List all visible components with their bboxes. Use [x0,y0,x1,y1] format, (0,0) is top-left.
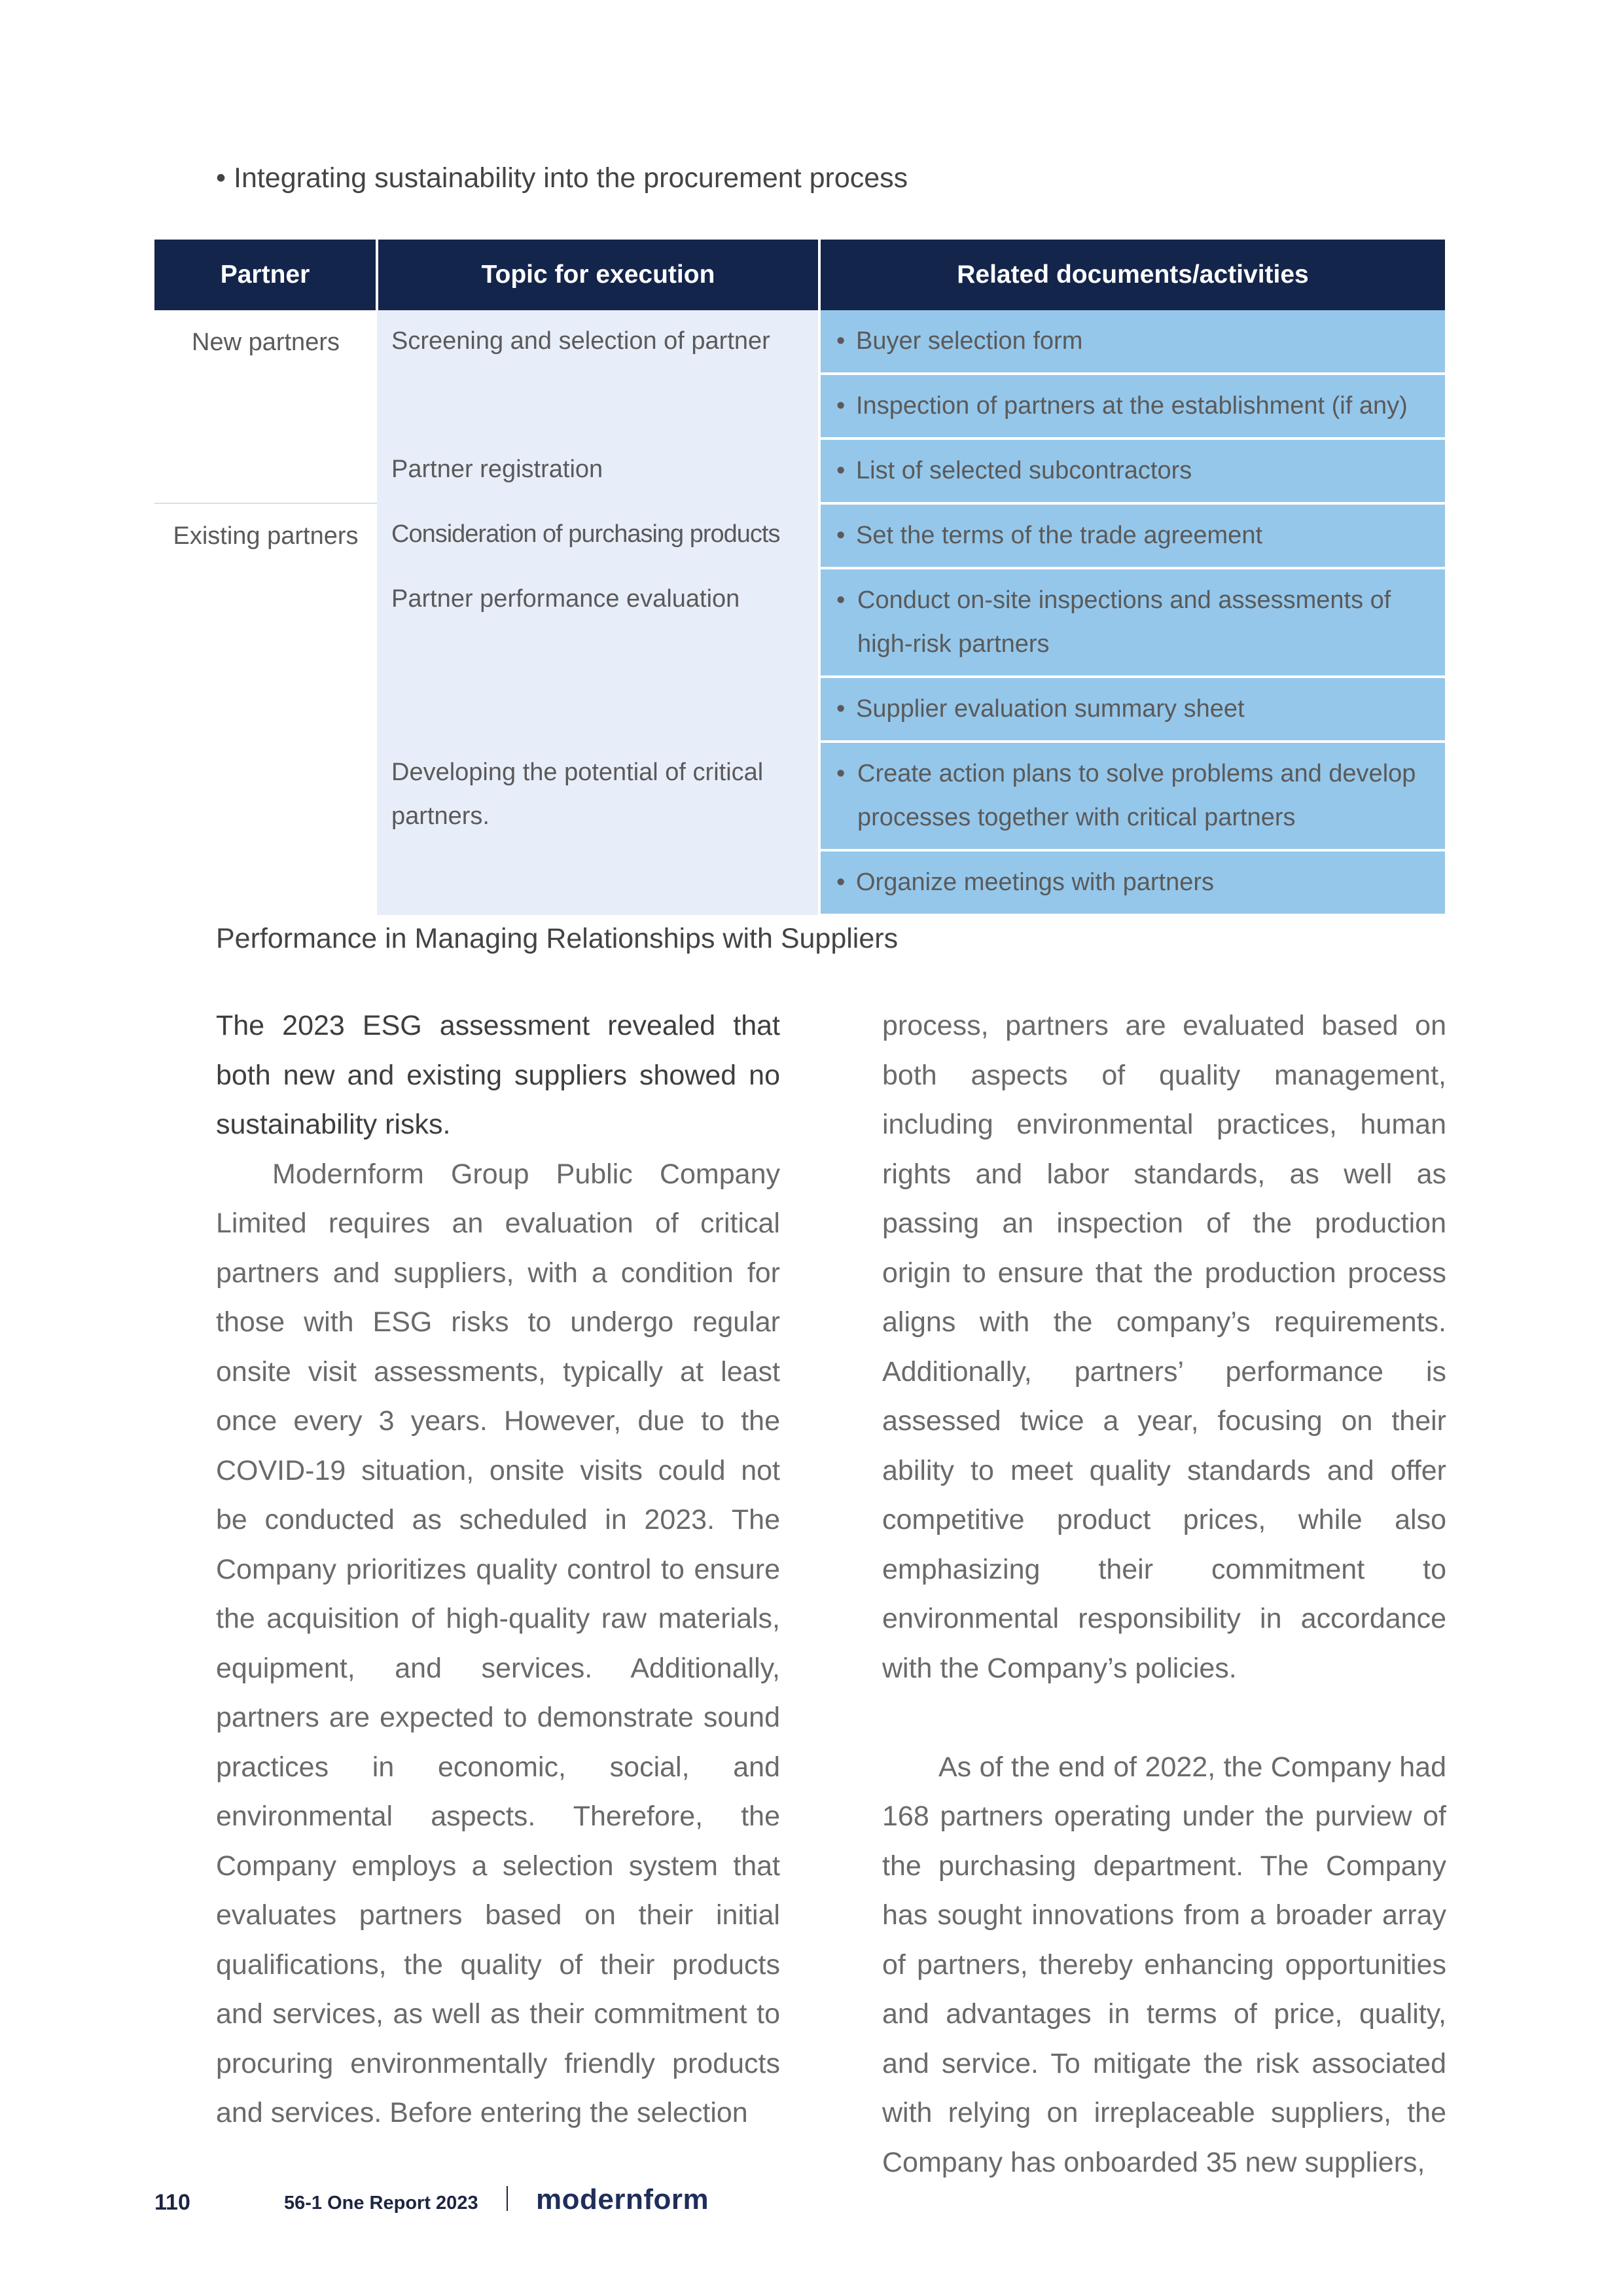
paragraph-gap [882,1693,1446,1743]
section-title: • Integrating sustainability into the procurement process [216,162,908,194]
doc-text: Inspection of partners at the establishment (if any) [856,392,1408,420]
doc-text: Buyer selection form [856,327,1083,355]
bullet: • [836,869,846,896]
doc-text: Supplier evaluation summary sheet [856,695,1245,723]
topic-cell: Partner registration [377,439,819,503]
partner-cell: New partners [154,310,377,503]
header-partner: Partner [154,240,377,310]
doc-text: Conduct on-site inspections and assessments of high-risk partners [857,586,1391,658]
doc-text: List of selected subcontractors [856,457,1192,484]
page-number: 110 [154,2190,190,2215]
doc-text: Organize meetings with partners [856,869,1215,896]
table-header-row [154,240,1445,310]
body-paragraph: As of the end of 2022, the Company had 168 partners operating under the purview of the purchasing department. The Company has sought innovations from a broader array of partners, thereby enhancing opportunities and advantages in terms of price, quality, and service. To mitigate the risk associated with relying on irreplaceable suppliers, the Company has onboarded 35 new suppliers, [882,1751,1446,2178]
right-column [882,1001,1446,2187]
topic-cell: Screening and selection of partner [377,310,819,439]
lead-paragraph: The 2023 ESG assessment revealed that both new and existing suppliers showed no sustainability risks. [216,1010,780,1140]
bullet: • [836,586,846,614]
doc-cell [819,568,1445,677]
doc-cell [819,850,1445,915]
subheading: Performance in Managing Relationships with Suppliers [216,923,899,954]
body-paragraph: process, partners are evaluated based on both aspects of quality management, including environmental practices, human rights and labor standards, as well as passing an inspection of the production origin to ensure that the production process aligns with the company’s requirements. Additionally, partners’ performance is assessed twice a year, focusing on their ability to meet quality standards and offer competitive product prices, while also emphasizing their commitment to environmental responsibility in accordance with the Company’s policies. [882,1010,1446,1684]
topic-cell: Consideration of purchasing products [377,503,819,568]
table-row [154,503,1445,568]
bullet: • [836,392,846,420]
bullet: • [836,522,846,549]
report-name: 56-1 One Report 2023 [284,2193,478,2214]
bullet: • [836,695,846,723]
topic-cell: Partner performance evaluation [377,568,819,742]
doc-cell [819,677,1445,742]
doc-cell [819,374,1445,439]
modernform-logo: modernform [536,2183,709,2215]
bullet: • [836,457,846,484]
footer-divider [507,2186,508,2211]
doc-cell [819,439,1445,503]
doc-cell [819,503,1445,568]
procurement-table [154,240,1445,916]
doc-cell [819,310,1445,374]
topic-cell: Developing the potential of critical partners. [377,742,819,915]
doc-cell [819,742,1445,850]
left-column [216,1001,780,2138]
header-documents: Related documents/activities [819,240,1445,310]
bullet: • [836,760,846,787]
table-row [154,310,1445,374]
bullet: • [836,327,846,355]
body-paragraph: Modernform Group Public Company Limited requires an evaluation of critical partners and suppliers, with a condition for those with ESG risks to undergo regular onsite visit assessments, typically at least once every 3 years. However, due to the COVID-19 situation, onsite visits could not be conducted as scheduled in 2023. The Company prioritizes quality control to ensure the acquisition of high-quality raw materials, equipment, and services. Additionally, partners are expected to demonstrate sound practices in economic, social, and environmental aspects. Therefore, the Company employs a selection system that evaluates partners based on their initial qualifications, the quality of their products and services, as well as their commitment to procuring environmentally friendly products and services. Before entering the selection [216,1158,780,2128]
doc-text: Create action plans to solve problems and develop processes together with critical partners [857,760,1416,831]
footer [154,2183,940,2223]
partner-cell: Existing partners [154,503,377,915]
doc-text: Set the terms of the trade agreement [856,522,1263,549]
header-topic: Topic for execution [377,240,819,310]
